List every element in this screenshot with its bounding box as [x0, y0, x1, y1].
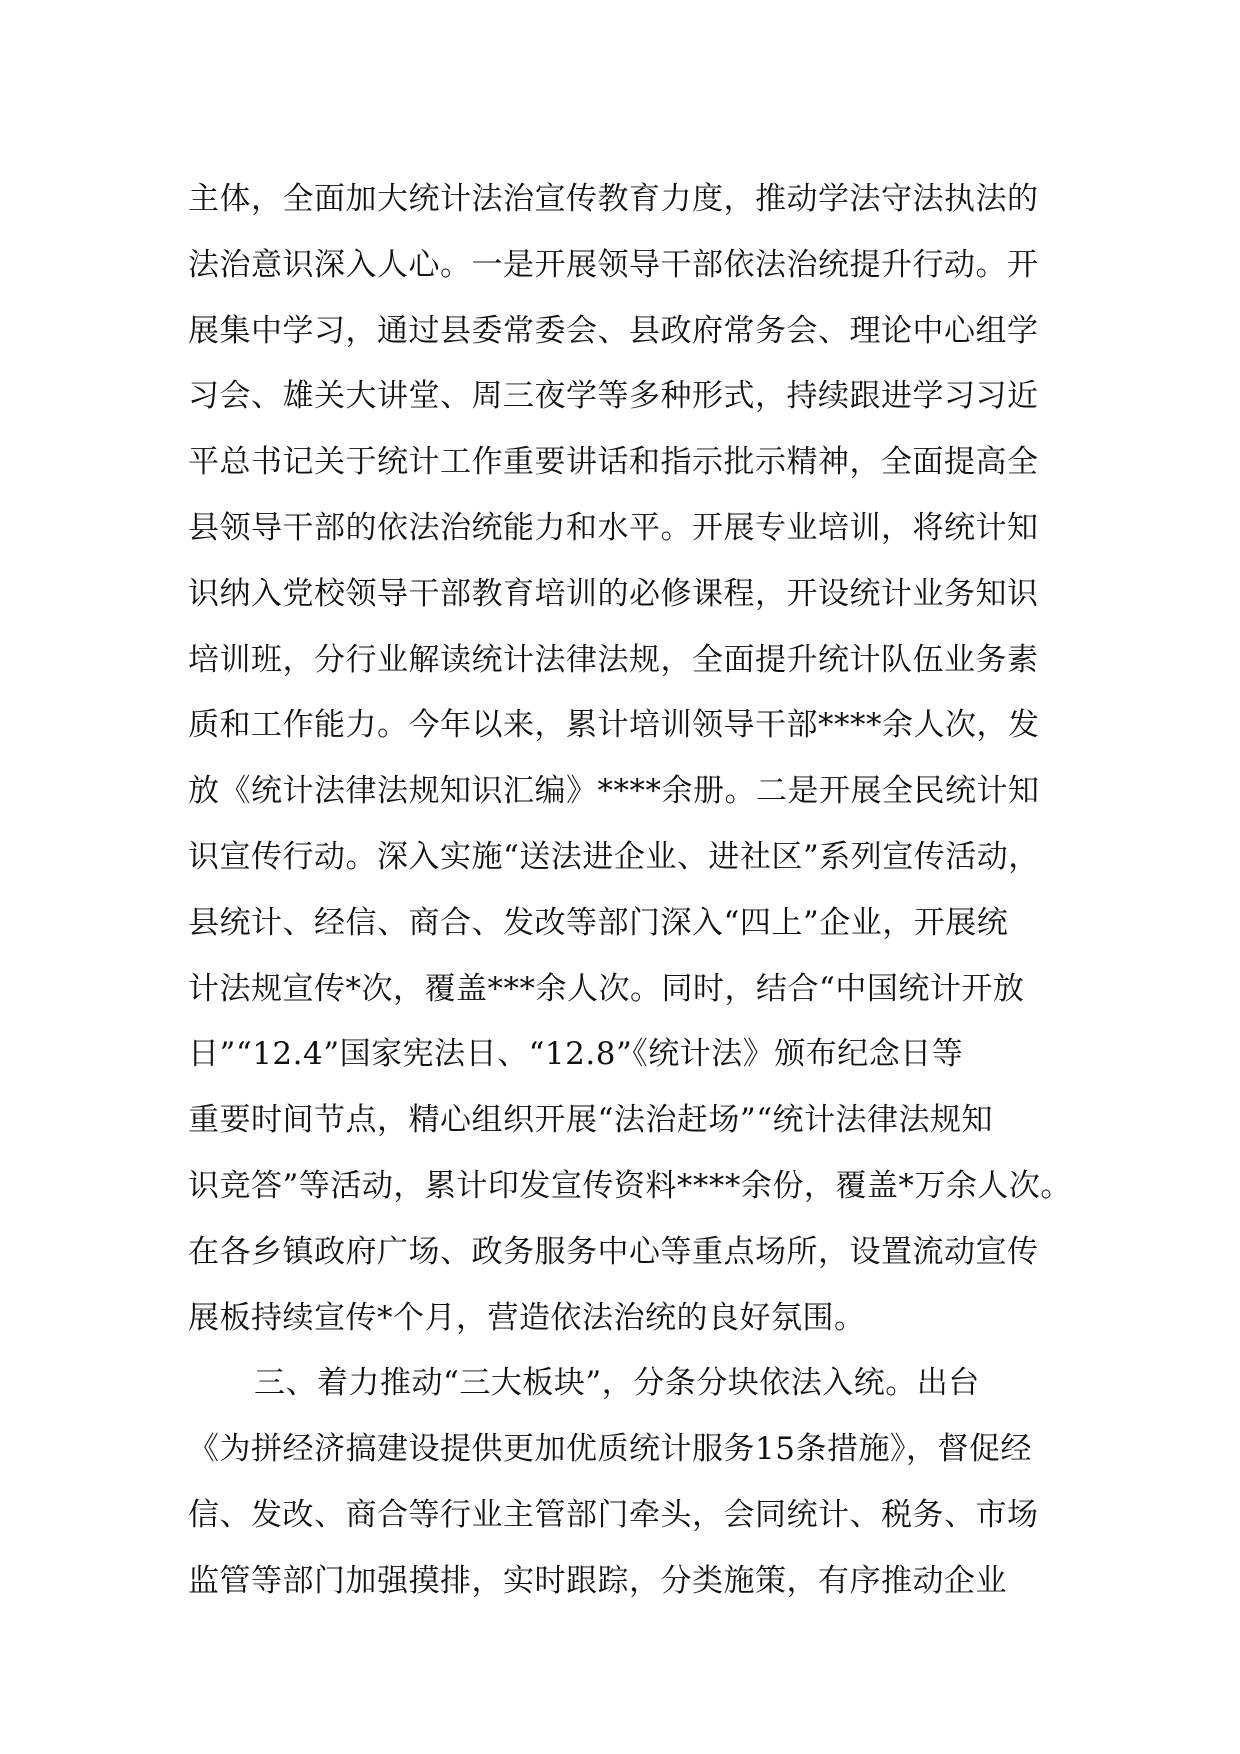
text-line: 培训班，分行业解读统计法律法规，全面提升统计队伍业务素 [188, 641, 1039, 678]
text-line: 习会、雄关大讲堂、周三夜学等多种形式，持续跟进学习习近 [188, 378, 1039, 415]
text-line: 识纳入党校领导干部教育培训的必修课程，开设统计业务知识 [188, 575, 1039, 612]
text-line: 重要时间节点，精心组织开展“法治赶场”“统计法律法规知 [188, 1102, 994, 1139]
text-line: 法治意识深入人心。一是开展领导干部依法治统提升行动。开 [188, 246, 1039, 283]
text-line: 县领导干部的依法治统能力和水平。开展专业培训，将统计知 [188, 509, 1039, 546]
text-line: 展板持续宣传*个月，营造依法治统的良好氛围。 [188, 1299, 866, 1336]
text-line: 质和工作能力。今年以来，累计培训领导干部****余人次，发 [188, 707, 1040, 744]
text-line: 《为拼经济搞建设提供更加优质统计服务15条措施》，督促经 [188, 1431, 1032, 1468]
text-line: 识竞答”等活动，累计印发宣传资料****余份，覆盖*万余人次。 [188, 1167, 1072, 1204]
text-line: 信、发改、商合等行业主管部门牵头，会同统计、税务、市场 [188, 1496, 1039, 1533]
text-line: 在各乡镇政府广场、政务服务中心等重点场所，设置流动宣传 [188, 1233, 1039, 1270]
text-line: 日”“12.4”国家宪法日、“12.8”《统计法》颁布纪念日等 [188, 1036, 964, 1073]
text-line: 县统计、经信、商合、发改等部门深入“四上”企业，开展统 [188, 904, 1009, 941]
text-line: 主体，全面加大统计法治宣传教育力度，推动学法守法执法的 [188, 181, 1039, 217]
text-line: 放《统计法律法规知识汇编》****余册。二是开展全民统计知 [188, 773, 1040, 810]
body-text [188, 167, 1072, 1615]
text-line: 计法规宣传*次，覆盖***余人次。同时，结合“中国统计开放 [188, 970, 1025, 1007]
text-line: 监管等部门加强摸排，实时跟踪，分类施策，有序推动企业 [188, 1562, 1007, 1599]
text-line: 展集中学习，通过县委常委会、县政府常务会、理论中心组学 [188, 312, 1039, 349]
text-line: 识宣传行动。深入实施“送法进企业、进社区”系列宣传活动， [188, 838, 1040, 875]
text-line: 平总书记关于统计工作重要讲话和指示批示精神，全面提高全 [188, 444, 1039, 481]
section-heading-line: 三、着力推动“三大板块”，分条分块依法入统。出台 [254, 1365, 980, 1402]
